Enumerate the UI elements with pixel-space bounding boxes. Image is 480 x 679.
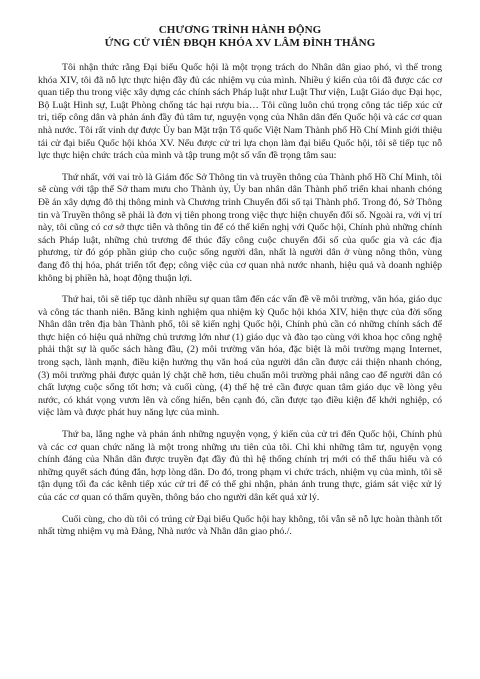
paragraph-intro: Tôi nhận thức rằng Đại biểu Quốc hội là một trọng trách do Nhân dân giao phó, vì thế trong khóa XIV, tôi đã nỗ lực thực hiện đầy đủ các nhiệm vụ của mình. Nhiều ý kiến của tôi đã được các cơ quan tiếp thu trong việc xây dựng các chính sách Pháp luật như Luật Thư viện, Luật Giáo dục Đại học, Bộ Luật Hình sự, Luật Phòng chống tác hại rượu bia… Tôi cũng luôn chú trọng công tác tiếp xúc cử tri, tiếp công dân và phản ánh đầy đủ tâm tư, nguyện vọng của Nhân dân đến Quốc hội và các cơ quan nhà nước. Tôi rất vinh dự được Ủy ban Mặt trận Tổ quốc Việt Nam Thành phố Hồ Chí Minh giới thiệu tái cử đại biểu Quốc hội khóa XV. Nếu được cử tri lựa chọn làm đại biểu Quốc hội, tôi sẽ tiếp tục nỗ lực thực hiện chức trách của mình và tập trung một số vấn đề trọng tâm sau:	[38, 62, 442, 162]
paragraph-second: Thứ hai, tôi sẽ tiếp tục dành nhiều sự quan tâm đến các vấn đề về môi trường, văn hóa, giáo dục và công tác thanh niên. Bằng kinh nghiệm qua nhiệm kỳ Quốc hội khóa XIV, hiện thực của đời sống Nhân dân trên địa bàn Thành phố, tôi sẽ kiến nghị Quốc hội, Chính phủ cần có những chính sách để thực hiện có hiệu quả những chủ trương lớn như (1) giáo dục và đào tạo cùng với khoa học công nghệ phải thật sự là quốc sách hàng đầu, (2) môi trường văn hóa, đặc biệt là môi trường mạng Internet, trong sạch, lành mạnh, điều kiện hưởng thụ văn hoá của người dân cần được cải thiện nhanh chóng, (3) môi trường phải được quản lý chặt chẽ hơn, tiêu chuẩn môi trường phải nâng cao để người dân có chất lượng cuộc sống tốt hơn; và cuối cùng, (4) thế hệ trẻ cần được quan tâm giáo dục về lòng yêu nước, có khát vọng vươn lên và cống hiến, bên cạnh đó, cần được tạo điều kiện để khởi nghiệp, có việc làm và được phát huy năng lực của mình.	[38, 294, 442, 419]
document-title	[38, 24, 442, 50]
paragraph-first: Thứ nhất, với vai trò là Giám đốc Sở Thông tin và truyền thông của Thành phố Hồ Chí Minh, tôi sẽ cùng với tập thể Sở tham mưu cho Thành ủy, Ủy ban nhân dân Thành phố triển khai nhanh chóng Đề án xây dựng đô thị thông minh và Chương trình Chuyển đổi số tại Thành phố. Trong đó, Sở Thông tin và Truyền thông sẽ phải là đơn vị tiên phong trong việc thực hiện chuyển đổi số. Ngoài ra, với vị trí này, tôi cũng có cơ sở thực tiễn và thông tin để có thể kiến nghị với Quốc hội, Chính phủ những chính sách Pháp luật, những chủ trương để thúc đẩy công cuộc chuyển đổi số của quốc gia và các địa phương, từ đó góp phần giúp cho cuộc sống người dân, nhất là người dân ở vùng nông thôn, vùng đang đô thị hóa, phát triển tốt đẹp; công việc của cơ quan nhà nước nhanh, hiệu quả và doanh nghiệp không bị phiền hà, hoạt động thuận lợi.	[38, 171, 442, 284]
paragraph-third: Thứ ba, lắng nghe và phản ánh những nguyện vọng, ý kiến của cử tri đến Quốc hội, Chính phủ và các cơ quan chức năng là một trong những ưu tiên của tôi. Chỉ khi những tâm tư, nguyện vọng chính đáng của Nhân dân được truyền đạt đầy đủ thì hệ thống chính trị mới có thể thấu hiểu và có những quyết sách đúng đắn, hợp lòng dân. Do đó, trong phạm vi chức trách, nhiệm vụ của mình, tôi sẽ tận dụng tối đa các kênh tiếp xúc cử tri để có thể ghi nhận, phản ánh trung thực, giám sát việc xử lý của các cơ quan có thẩm quyền, thông báo cho người dân kết quả xử lý.	[38, 429, 442, 503]
title-line-1: CHƯƠNG TRÌNH HÀNH ĐỘNG	[158, 24, 322, 36]
document-body	[38, 62, 442, 539]
paragraph-closing: Cuối cùng, cho dù tôi có trúng cử Đại biểu Quốc hội hay không, tôi vẫn sẽ nỗ lực hoàn thành tốt nhất từng nhiệm vụ mà Đảng, Nhà nước và Nhân dân giao phó./.	[38, 513, 442, 538]
title-line-2: ỨNG CỬ VIÊN ĐBQH KHÓA XV LÂM ĐÌNH THẮNG	[104, 37, 376, 49]
